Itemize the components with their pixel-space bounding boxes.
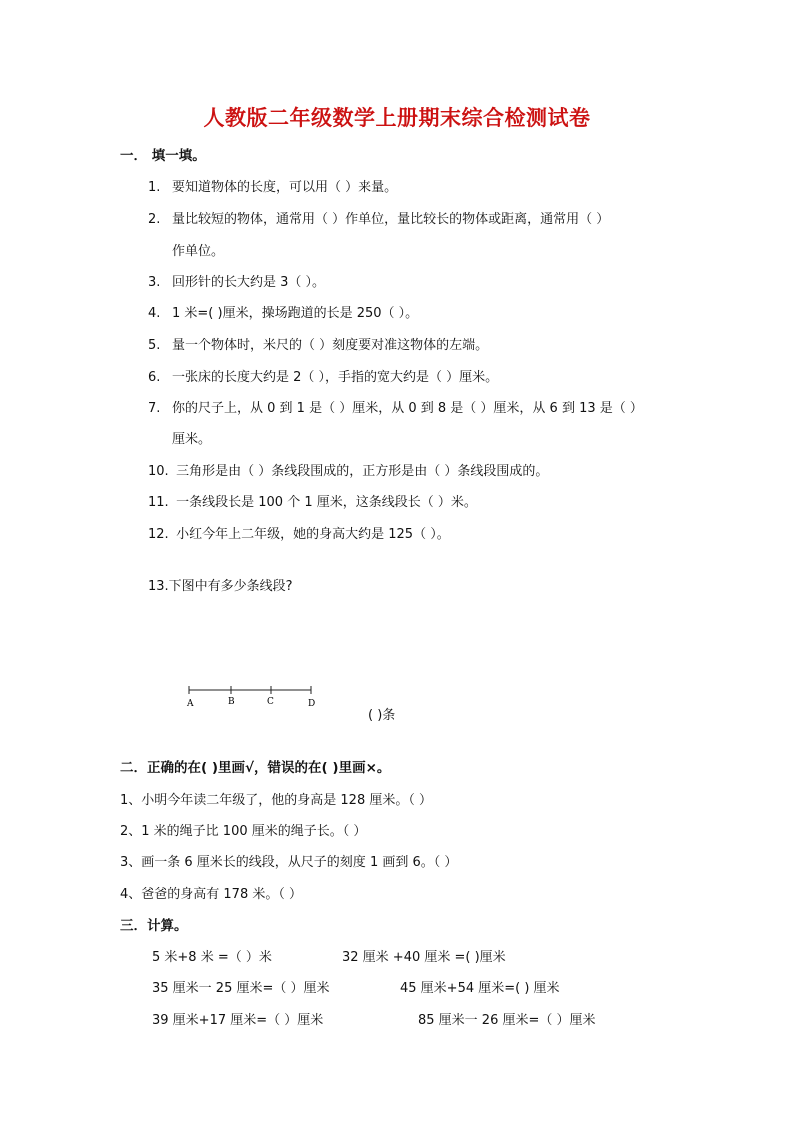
calc-item-1: 5 米+8 米 =（ ）米 bbox=[152, 950, 272, 965]
question-text: 量比较短的物体，通常用（ ）作单位，量比较长的物体或距离，通常用（ ） bbox=[172, 212, 610, 227]
question-2 bbox=[148, 208, 609, 227]
judge-item-2: 2、1 米的绳子比 100 厘米的绳子长。（ ） bbox=[120, 824, 367, 839]
calc-item-3: 35 厘米一 25 厘米=（ ）厘米 bbox=[152, 981, 330, 996]
question-text: 三角形是由（ ）条线段围成的，正方形是由（ ）条线段围成的。 bbox=[172, 464, 549, 479]
question-text: 一张床的长度大约是 2（ ），手指的宽大约是（ ）厘米。 bbox=[172, 370, 499, 385]
question-number: 4. bbox=[148, 306, 161, 321]
question-number: 11. bbox=[148, 495, 169, 510]
question-number: 6. bbox=[148, 370, 161, 385]
question-7 bbox=[148, 397, 643, 416]
question-text: 你的尺子上，从 0 到 1 是（ ）厘米，从 0 到 8 是（ ）厘米，从 6 到 13 是（ ） bbox=[172, 401, 643, 416]
question-11 bbox=[148, 491, 477, 510]
question-text: 一条线段长是 100 个 1 厘米，这条线段长（ ）米。 bbox=[172, 495, 477, 510]
calc-item-5: 39 厘米+17 厘米=（ ）厘米 bbox=[152, 1013, 324, 1028]
question-text: 回形针的长大约是 3（ ）。 bbox=[172, 275, 326, 290]
question-number: 3. bbox=[148, 275, 161, 290]
judge-item-4: 4、爸爸的身高有 178 米。（ ） bbox=[120, 887, 302, 902]
question-number: 2. bbox=[148, 212, 161, 227]
question-number: 7. bbox=[148, 401, 161, 416]
question-5 bbox=[148, 334, 488, 353]
question-12 bbox=[148, 523, 450, 542]
calc-item-4: 45 厘米+54 厘米=( ) 厘米 bbox=[400, 981, 560, 996]
question-number: 5. bbox=[148, 338, 161, 353]
section-1-heading: 一． 填一填。 bbox=[120, 148, 206, 164]
point-label-c: C bbox=[267, 697, 274, 707]
question-text: 要知道物体的长度，可以用（ ）来量。 bbox=[172, 180, 398, 195]
question-number: 1. bbox=[148, 180, 161, 195]
question-text: 量一个物体时，米尺的（ ）刻度要对准这物体的左端。 bbox=[172, 338, 489, 353]
judge-item-1: 1、小明今年读二年级了，他的身高是 128 厘米。（ ） bbox=[120, 793, 432, 808]
question-7-continuation: 厘米。 bbox=[172, 432, 212, 447]
question-text: 小红今年上二年级，她的身高大约是 125（ ）。 bbox=[172, 527, 450, 542]
question-2-continuation: 作单位。 bbox=[172, 244, 225, 259]
point-label-d: D bbox=[308, 699, 316, 709]
question-1 bbox=[148, 176, 397, 195]
point-label-a: A bbox=[187, 699, 194, 709]
question-number: 10. bbox=[148, 464, 169, 479]
question-3 bbox=[148, 271, 325, 290]
question-13: 13.下图中有多少条线段? bbox=[148, 579, 293, 594]
question-number: 12. bbox=[148, 527, 169, 542]
question-4 bbox=[148, 302, 418, 321]
line-segment-figure bbox=[186, 684, 316, 714]
point-label-b: B bbox=[228, 697, 235, 707]
calc-item-6: 85 厘米一 26 厘米=（ ）厘米 bbox=[418, 1013, 596, 1028]
calc-item-2: 32 厘米 +40 厘米 =( )厘米 bbox=[342, 950, 506, 965]
section-2-heading: 二．正确的在( )里画√，错误的在( )里画×。 bbox=[120, 760, 391, 776]
judge-item-3: 3、画一条 6 厘米长的线段，从尺子的刻度 1 画到 6。（ ） bbox=[120, 855, 458, 870]
segment-count-answer: ( )条 bbox=[368, 708, 396, 723]
section-3-heading: 三．计算。 bbox=[120, 918, 188, 934]
question-10 bbox=[148, 460, 548, 479]
question-text: 1 米=( )厘米，操场跑道的长是 250（ ）。 bbox=[172, 306, 419, 321]
exam-title: 人教版二年级数学上册期末综合检测试卷 bbox=[203, 105, 591, 130]
question-6 bbox=[148, 366, 498, 385]
